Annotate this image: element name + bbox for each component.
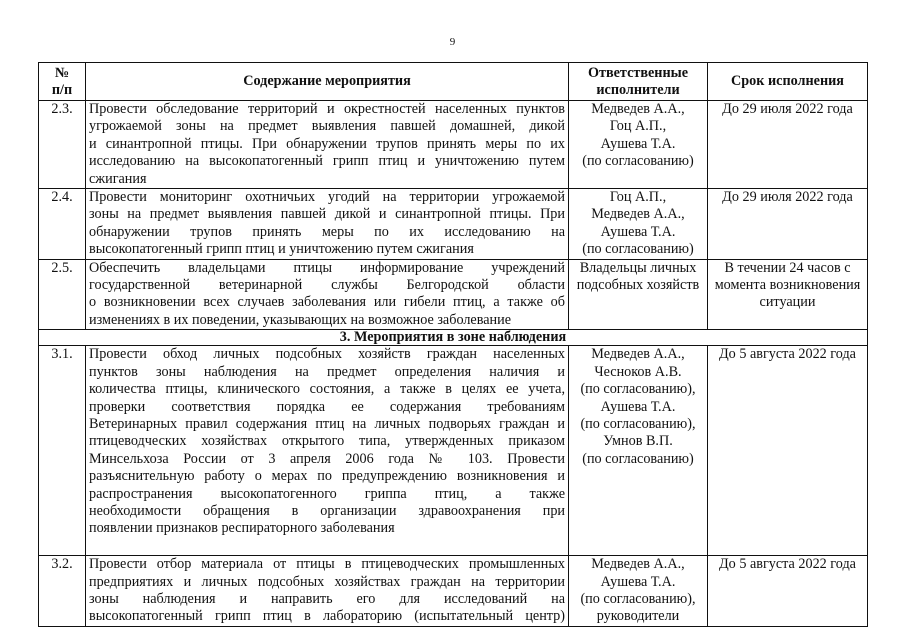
- responsible-line: Аушева Т.А.: [600, 223, 676, 240]
- row-number: 2.3.: [39, 101, 86, 189]
- header-num: [39, 63, 86, 101]
- row-responsible: [569, 259, 708, 330]
- deadline-line: момента возникновения: [714, 277, 861, 294]
- responsible-line: подсобных хозяйств: [576, 277, 700, 294]
- task-line: предприятиях и личных подсобных хозяйствах граждан на территории: [89, 573, 565, 590]
- responsible-line: (по согласованию),: [580, 381, 696, 398]
- table-row: [39, 556, 868, 627]
- task-line: Провести отбор материала от птицы в птицеводческих промышленных: [89, 556, 565, 573]
- page-number: 9: [449, 36, 456, 48]
- task-line: зоны на предмет выявления павшей дикой и синантропной птицы. При: [89, 206, 565, 223]
- responsible-line: (по согласованию): [582, 153, 694, 170]
- responsible-line: Медведев А.А.,: [591, 346, 685, 363]
- table-header-row: [39, 63, 868, 101]
- task-line: проверки соответствия порядка ее содержания требованиям: [89, 398, 565, 415]
- header-responsible: [569, 63, 708, 101]
- task-line: и синантропной птицы. При обнаружении трупов принять меры по их: [89, 135, 565, 152]
- task-line: Минсельхоза России от 3 апреля 2006 года № 103. Провести: [89, 450, 565, 467]
- row-deadline: [708, 259, 868, 330]
- row-number: 2.4.: [39, 189, 86, 260]
- table-row: [39, 259, 868, 330]
- task-line: зоны наблюдения и направить его для исследований на: [89, 590, 565, 607]
- task-line: высокопатогенный грипп птиц в лабораторию (испытательный центр): [89, 608, 565, 625]
- row-responsible: [569, 101, 708, 189]
- row-number: 3.2.: [39, 556, 86, 627]
- deadline-line: До 29 июля 2022 года: [722, 189, 853, 206]
- task-line: количества птицы, клинического состояния, а также в целях ее учета,: [89, 381, 565, 398]
- task-line: птицеводческих хозяйствах открытого типа, утвержденных приказом: [89, 433, 565, 450]
- row-task: [86, 101, 569, 189]
- task-line: Провести обход личных подсобных хозяйств граждан населенных: [89, 346, 565, 363]
- section-heading-row: [39, 330, 868, 346]
- responsible-line: Чесноков А.В.: [594, 363, 682, 380]
- row-task: [86, 346, 569, 556]
- task-line: высокопатогенный грипп птиц и уничтожению путем сжигания: [89, 241, 474, 258]
- row-number: 2.5.: [39, 259, 86, 330]
- responsible-line: Гоц А.П.,: [609, 118, 667, 135]
- row-responsible: [569, 189, 708, 260]
- header-content: Содержание мероприятия: [86, 63, 569, 101]
- task-line: распространения высокопатогенного гриппа птиц, а также: [89, 485, 565, 502]
- table-row: [39, 189, 868, 260]
- table-row: [39, 346, 868, 556]
- task-line: Обеспечить владельцами птицы информирование учреждений: [89, 259, 565, 276]
- responsible-line: Медведев А.А.,: [591, 206, 685, 223]
- deadline-line: В течении 24 часов с: [724, 259, 851, 276]
- row-number: 3.1.: [39, 346, 86, 556]
- deadline-line: До 29 июля 2022 года: [722, 101, 853, 117]
- action-plan-table: [38, 62, 868, 627]
- task-line: сжигания: [89, 170, 147, 187]
- deadline-line: До 5 августа 2022 года: [719, 556, 856, 573]
- responsible-line: Владельцы личных: [579, 259, 697, 276]
- responsible-line: Гоц А.П.,: [609, 189, 667, 206]
- deadline-line: ситуации: [759, 294, 816, 311]
- deadline-line: До 5 августа 2022 года: [719, 346, 856, 363]
- task-line: угрожаемой зоны на предмет выявления павшей домашней, дикой: [89, 118, 565, 135]
- task-line: обнаружении трупов принять меры по их исследованию на: [89, 223, 565, 240]
- task-line: Провести мониторинг охотничьих угодий на территории угрожаемой: [89, 189, 565, 206]
- responsible-line: Медведев А.А.,: [591, 101, 685, 117]
- responsible-line: Медведев А.А.,: [591, 556, 685, 573]
- header-num-line: п/п: [51, 81, 73, 98]
- task-line: Провести обследование территорий и окрестностей населенных пунктов: [89, 101, 565, 117]
- section-heading: 3. Мероприятия в зоне наблюдения: [39, 330, 868, 346]
- responsible-line: (по согласованию),: [580, 590, 696, 607]
- task-line: появлении признаков респираторного заболевания: [89, 520, 395, 537]
- row-deadline: [708, 346, 868, 556]
- task-line: пунктов зоны наблюдения на предмет определения наличия и: [89, 363, 565, 380]
- row-task: [86, 259, 569, 330]
- responsible-line: (по согласованию),: [580, 415, 696, 432]
- responsible-line: (по согласованию): [582, 241, 694, 258]
- row-task: [86, 556, 569, 627]
- responsible-line: Умнов В.П.: [603, 433, 673, 450]
- responsible-line: руководители: [596, 608, 680, 625]
- task-spacer: [89, 538, 565, 555]
- row-responsible: [569, 346, 708, 556]
- row-deadline: [708, 189, 868, 260]
- header-deadline: Срок исполнения: [708, 63, 868, 101]
- table-row: [39, 101, 868, 189]
- row-responsible: [569, 556, 708, 627]
- task-line: необходимости обращения в организации здравоохранения при: [89, 502, 565, 519]
- task-line: исследованию на высокопатогенный грипп птиц и уничтожению путем: [89, 153, 565, 170]
- task-line: Ветеринарных правил содержания птиц на личных подворьях граждан и: [89, 415, 565, 432]
- task-line: о возникновении всех случаев заболевания или гибели птиц, а также об: [89, 294, 565, 311]
- responsible-line: Аушева Т.А.: [600, 135, 676, 152]
- header-responsible-line: исполнители: [596, 81, 680, 98]
- row-task: [86, 189, 569, 260]
- responsible-line: (по согласованию): [582, 450, 694, 467]
- task-line: государственной ветеринарной службы Белгородской области: [89, 277, 565, 294]
- row-deadline: [708, 556, 868, 627]
- header-num-line: №: [54, 64, 70, 81]
- header-responsible-line: Ответственные: [587, 64, 689, 81]
- task-line: разъяснительную работу о мерах по предупреждению возникновения и: [89, 468, 565, 485]
- responsible-line: Аушева Т.А.: [600, 573, 676, 590]
- row-deadline: [708, 101, 868, 189]
- responsible-line: Аушева Т.А.: [600, 398, 676, 415]
- task-line: изменениях в их поведении, указывающих на возможное заболевание: [89, 311, 512, 328]
